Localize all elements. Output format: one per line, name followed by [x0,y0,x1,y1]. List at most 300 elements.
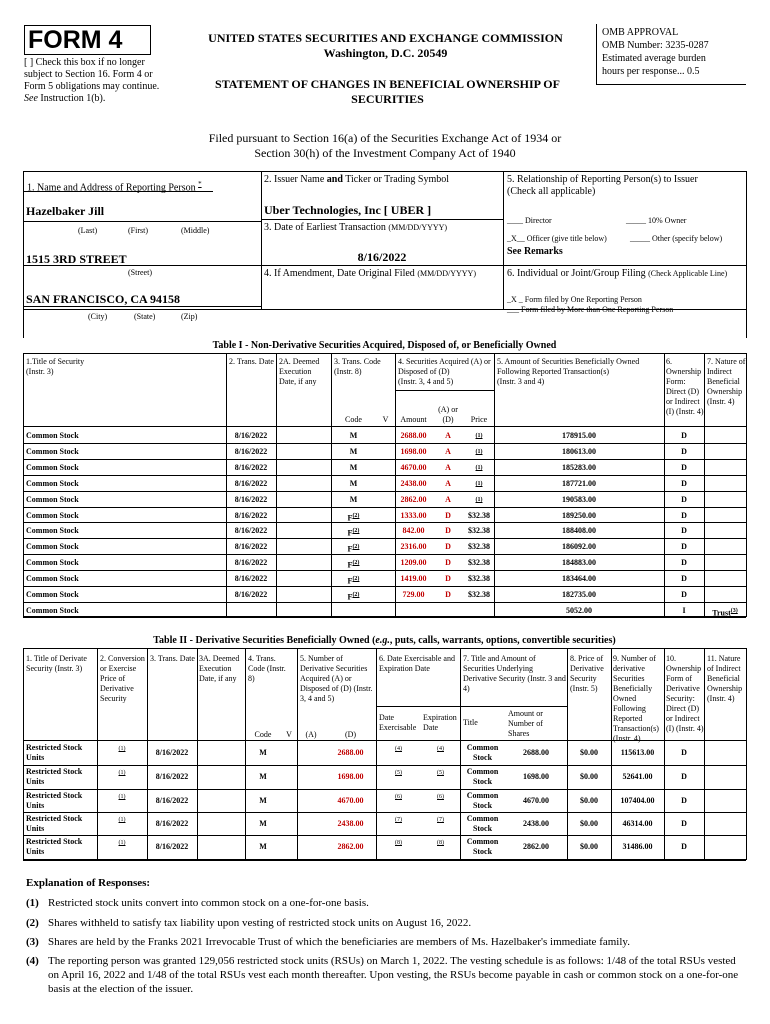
footnote-ref[interactable]: (3) [730,608,738,614]
t2-underlying-amount: 4670.00 [523,796,549,805]
box5-label [507,174,698,198]
t2-owned: 107404.00 [620,796,655,805]
table-row [23,443,746,444]
t2-underlying-title: Common Stock [466,814,499,833]
header-filed-line2: Section 30(h) of the Investment Company Act of 1940 [254,146,516,160]
t2-sub-expiration: Expiration Date [423,713,457,732]
t1-ad: A [445,463,451,472]
footnote-ref[interactable]: (2) [352,592,360,598]
t2-date: 8/16/2022 [155,748,189,757]
t1-amount: 729.00 [402,590,425,599]
footnote-ref[interactable]: (5) [395,770,402,776]
t2-owned: 52641.00 [622,772,653,781]
t2-h-date: 3. Trans. Date [150,654,195,663]
checkbox-note [24,57,174,105]
t2-underlying-title: Common Stock [466,767,499,786]
t1-title: Common Stock [26,606,79,615]
t2-d: 2688.00 [337,748,364,757]
t1-form: D [681,558,687,567]
header-checkbox-note-end: Instruction 1(b). [37,93,106,104]
table-row [23,507,746,508]
footnote-ref[interactable]: (1) [475,481,483,487]
t1-code: F$^{(2)}$ [347,592,360,602]
note-text: Shares withheld to satisfy tax liability upon vesting of restricted stock units on August 16, 2022. [48,917,472,929]
omb-approval: OMB APPROVAL [602,27,679,38]
t2-d: 1698.00 [337,772,364,781]
t2-underlying-amount: 1698.00 [523,772,549,781]
table-row [23,475,746,476]
t1-h-date: 2. Trans. Date [229,357,274,366]
box3-label: 3. Date of Earliest Transaction [264,222,389,233]
t1-h-acquired [398,357,493,387]
footnote-ref[interactable]: (2) [352,528,360,534]
t1-title: Common Stock [26,558,79,567]
t1-code: F$^{(2)}$ [347,513,360,523]
box2-label-post: Ticker or Trading Symbol [342,174,450,185]
t2-sub-d: (D) [344,730,357,739]
t2-h-form: 10. Ownership Form of Derivative Security: Direct (D) or Indirect (I) (Instr. 4) [666,654,704,733]
table-row [23,789,746,790]
t1-code: M [349,495,358,504]
footnote-ref[interactable]: (5) [437,770,444,776]
t1-price: $32.38 [468,526,490,535]
header-checkbox-note: [ ] Check this box if no longer subject to Section 16. Form 4 or Form 5 obligations may continue. [24,57,160,92]
box5-label: 5. Relationship of Reporting Person(s) to Issuer [507,174,698,185]
omb-burden: Estimated average burden [602,53,706,64]
t1-amount: 1209.00 [400,558,427,567]
t1-owned: 184883.00 [562,558,596,567]
t2-h-conversion: 2. Conversion or Exercise Price of Derivative Security [100,654,145,703]
t2-price: $0.00 [580,819,598,828]
t2-owned: 31486.00 [622,842,653,851]
t1-h-deemed: 2A. Deemed Execution Date, if any [279,357,320,386]
t1-code: M [349,479,358,488]
t1-sub-amount: Amount [400,415,427,424]
t2-underlying-amount: 2438.00 [523,819,549,828]
t2-conversion [97,792,147,805]
footnote-ref[interactable]: (1) [475,433,483,439]
footnote-ref[interactable]: (7) [395,817,402,823]
t1-owned: 178915.00 [562,431,596,440]
t1-amount: 2862.00 [400,495,427,504]
table1-title: Table I - Non-Derivative Securities Acquired, Disposed of, or Beneficially Owned [212,340,557,351]
t1-price: $32.38 [468,590,490,599]
footnote-ref[interactable]: (6) [437,794,444,800]
city-state-zip: SAN FRANCISCO, CA 94158 [26,292,181,306]
t2-code: M [259,772,267,781]
footnote-ref[interactable]: (7) [437,817,444,823]
label-street: (Street) [128,268,152,277]
table1-h5b: (Instr. 3 and 4) [497,377,545,386]
t2-conversion [97,744,147,757]
filing-option-multiple[interactable]: ___ Form filed by More than One Reporting Person [507,305,674,314]
t1-price: $32.38 [468,574,490,583]
t1-date: 8/16/2022 [234,463,268,472]
t1-ad: D [445,574,451,583]
t1-title: Common Stock [26,479,79,488]
t2-exercisable [376,744,421,757]
t2-title: Restricted Stock Units [26,814,83,833]
director-option[interactable]: ____ Director [507,216,552,225]
box6-label [507,268,727,280]
form-title-box [24,25,151,55]
table-row [23,554,746,555]
officer-title: See Remarks [507,246,563,257]
footnote-ref[interactable]: (2) [352,513,360,519]
t1-ad: A [445,495,451,504]
earliest-transaction-date: 8/16/2022 [357,250,407,264]
t2-h-title: 1. Title of Derivate Security (Instr. 3) [26,654,87,673]
label-state: (State) [134,312,156,321]
table1-h1: 1.Title of Security [26,357,85,366]
t1-owned: 189250.00 [562,511,596,520]
t1-ad: D [445,542,451,551]
box5-sub: (Check all applicable) [507,186,596,197]
t2-underlying-title: Common Stock [466,791,499,810]
t1-form: D [681,495,687,504]
t1-date: 8/16/2022 [234,479,268,488]
t1-amount: 2688.00 [400,431,427,440]
label-first: (First) [128,226,148,235]
footnote-ref[interactable]: (8) [437,840,444,846]
t1-price: $32.38 [468,542,490,551]
t1-ad: A [445,447,451,456]
t2-underlying-title: Common Stock [466,837,499,856]
footnote-ref[interactable]: (1) [118,794,126,800]
t2-price: $0.00 [580,842,598,851]
t2-d: 2862.00 [337,842,364,851]
t1-owned: 185283.00 [562,463,596,472]
t1-amount: 2316.00 [400,542,427,551]
t2-expiration [421,815,460,828]
table1-h3: 3. Trans. Code [334,357,381,366]
t2-exercisable [376,792,421,805]
t1-code: F$^{(2)}$ [347,576,360,586]
t1-date: 8/16/2022 [234,431,268,440]
explanation-title: Explanation of Responses: [26,877,151,889]
agency-location: Washington, D.C. 20549 [323,46,448,60]
t2-d: 2438.00 [337,819,364,828]
t2-title: Restricted Stock Units [26,767,83,786]
label-zip: (Zip) [181,312,198,321]
t1-amount: 1419.00 [400,574,427,583]
t1-form: D [681,431,687,440]
t1-form: D [681,463,687,472]
t1-ad: D [445,590,451,599]
t1-code: M [349,463,358,472]
reporting-person-name: Hazelbaker Jill [26,204,105,218]
footnote-ref[interactable]: (4) [395,746,402,752]
ten-pct-owner-option[interactable]: _____ 10% Owner [626,216,687,225]
t1-nature: Trust$^{(3)}$ [712,608,738,618]
t2-price: $0.00 [580,772,598,781]
t2-code: M [259,748,267,757]
table-row [23,812,746,813]
table1-h5: 5. Amount of Securities Beneficially Owned Following Reported Transaction(s) [497,357,640,376]
footnote-ref[interactable]: (2) [352,576,360,582]
t2-form: D [681,748,687,757]
box3-label-small: (MM/DD/YYYY) [388,223,448,232]
t2-conversion [97,815,147,828]
t1-sub-v: V [382,415,389,424]
t1-date: 8/16/2022 [234,495,268,504]
table1-h3b: (Instr. 8) [334,367,362,376]
note-number: (3) [26,936,39,948]
t1-owned: 188408.00 [562,526,596,535]
t1-date: 8/16/2022 [234,526,268,535]
box2-label-and: and [326,174,343,185]
table1-h4: 4. Securities Acquired (A) or Disposed of (D) [398,357,491,376]
officer-option[interactable]: _X__ Officer (give title below) [507,234,607,243]
t1-date: 8/16/2022 [234,558,268,567]
t2-h-exercisable: 6. Date Exercisable and Expiration Date [379,654,455,673]
t1-sub-price: Price [470,415,488,424]
t2-date: 8/16/2022 [155,796,189,805]
t1-h-nature: 7. Nature of Indirect Beneficial Ownership (Instr. 4) [707,357,746,406]
footnote-ref[interactable]: (6) [395,794,402,800]
note-text: The reporting person was granted 129,056 restricted stock units (RSUs) on March 1, 2022. The vesting schedule is as follows: 1/48 of the total RSUs vested on April 16, 2022 and 1/48 of the total RSUs vest each month thereafter. Upon vesting, the RSUs become payable in cash or common stock on a one-for-one basis at the election of the issuer. [48,955,739,995]
footnote-ref[interactable]: (1) [118,840,126,846]
label-middle: (Middle) [181,226,210,235]
table2-title-post: , puts, calls, warrants, options, convertible securities) [389,635,616,646]
t1-form: D [681,542,687,551]
t2-form: D [681,819,687,828]
table-row [23,859,746,860]
t2-sub-title: Title [463,718,478,727]
t2-h-code: 4. Trans. Code (Instr. 8) [248,654,286,683]
omb-number: OMB Number: 3235-0287 [602,40,709,51]
t2-form: D [681,772,687,781]
t1-date: 8/16/2022 [234,511,268,520]
street-value: 1515 3RD STREET [26,252,127,266]
table2-title [23,635,746,647]
t1-title: Common Stock [26,431,79,440]
t2-exercisable [376,838,421,851]
t1-title: Common Stock [26,526,79,535]
note-number: (2) [26,917,39,929]
t1-date: 8/16/2022 [234,590,268,599]
t1-ad: D [445,526,451,535]
t1-date: 8/16/2022 [234,542,268,551]
t1-price [464,431,494,444]
box6-label: 6. Individual or Joint/Group Filing [507,268,649,279]
t1-form: D [681,526,687,535]
t2-sub-v: V [286,730,292,739]
t1-title: Common Stock [26,447,79,456]
label-city: (City) [88,312,108,321]
t1-title: Common Stock [26,495,79,504]
t2-price: $0.00 [580,796,598,805]
label-last: (Last) [78,226,98,235]
footnote-ref[interactable]: (1) [118,770,126,776]
t2-h-number: 5. Number of Derivative Securities Acquired (A) or Disposed of (D) (Instr. 3, 4 and 5) [300,654,373,703]
t2-owned: 115613.00 [620,748,655,757]
box2-label [264,174,449,186]
t2-sub-a: (A) [305,730,317,739]
box3-label [264,222,447,234]
t1-code: F$^{(2)}$ [347,560,360,570]
t1-amount: 842.00 [402,526,425,535]
table1-h1b: (Instr. 3) [26,367,54,376]
footnote-ref[interactable]: (1) [118,746,126,752]
t1-ad: A [445,431,451,440]
footnote-ref[interactable]: (2) [352,544,360,550]
box1-label-ref: * [198,180,202,188]
t2-date: 8/16/2022 [155,772,189,781]
t2-form: D [681,842,687,851]
note-text: Shares are held by the Franks 2021 Irrevocable Trust of which the beneficiaries are members of Ms. Hazelbaker's immediate family. [48,936,630,948]
t1-price [464,495,494,508]
t2-underlying-amount: 2862.00 [523,842,549,851]
filing-option-one[interactable]: _X _ Form filed by One Reporting Person [507,295,642,304]
t1-title: Common Stock [26,511,79,520]
agency-name: UNITED STATES SECURITIES AND EXCHANGE COMMISSION [208,31,563,45]
t2-code: M [259,796,267,805]
t1-h-code [334,357,394,377]
footnote-ref[interactable]: (4) [437,746,444,752]
t1-ad: D [445,558,451,567]
table-row [23,602,746,603]
t2-date: 8/16/2022 [155,842,189,851]
t2-expiration [421,768,460,781]
header-filed-line1: Filed pursuant to Section 16(a) of the Securities Exchange Act of 1934 or [208,131,562,145]
t2-underlying-amount: 2688.00 [523,748,549,757]
table-row [23,491,746,492]
table-row [23,586,746,587]
t2-underlying-title: Common Stock [466,743,499,762]
t2-conversion [97,768,147,781]
t1-price [464,447,494,460]
t1-owned: 190583.00 [562,495,596,504]
t1-form: D [681,511,687,520]
t1-code: F$^{(2)}$ [347,528,360,538]
t2-expiration [421,744,460,757]
t2-h-nature: 11. Nature of Indirect Beneficial Ownership (Instr. 4) [707,654,743,703]
t2-title: Restricted Stock Units [26,743,83,762]
t1-ad: D [445,511,451,520]
form-title: FORM 4 [28,26,123,54]
t1-sub-code: Code [345,415,362,424]
t1-price: $32.38 [468,558,490,567]
t1-title: Common Stock [26,574,79,583]
omb-hours: hours per response... 0.5 [602,66,700,77]
t1-owned: 180613.00 [562,447,596,456]
box1-label: 1. Name and Address of Reporting Person [27,182,196,194]
t2-h-deemed: 3A. Deemed Execution Date, if any [199,654,240,683]
table-row [23,538,746,539]
t1-code: M [349,431,358,440]
t1-title: Common Stock [26,463,79,472]
t1-form: D [681,447,687,456]
note-text: Restricted stock units convert into common stock on a one-for-one basis. [48,897,369,909]
t1-price [464,479,494,492]
t1-owned: 187721.00 [562,479,596,488]
t1-date: 8/16/2022 [234,574,268,583]
box6-label-small: (Check Applicable Line) [648,269,728,278]
t1-price: $32.38 [468,511,490,520]
t1-amount: 4670.00 [400,463,427,472]
other-option[interactable]: _____ Other (specify below) [630,234,723,243]
t1-form: I [682,606,686,615]
t1-h-form: 6. Ownership Form: Direct (D) or Indirect (I) (Instr. 4) [666,357,704,416]
header-checkbox-note-italic: See [24,93,38,104]
box4-label: 4. If Amendment, Date Original Filed [264,268,418,279]
t1-owned: 182735.00 [562,590,596,599]
t1-amount: 1333.00 [400,511,427,520]
t2-code: M [259,819,267,828]
box2-label-pre: 2. Issuer Name [264,174,327,185]
statement-title: STATEMENT OF CHANGES IN BENEFICIAL OWNERSHIP OF SECURITIES [215,77,560,106]
t1-sub-ad: (A) or (D) [438,405,458,424]
issuer-name: Uber Technologies, Inc [ UBER ] [264,203,432,217]
table-row [23,459,746,460]
t2-sub-exercisable: Date Exercisable [379,713,417,732]
filed-pursuant [0,131,770,161]
t1-form: D [681,479,687,488]
t1-owned: 186092.00 [562,542,596,551]
t2-title: Restricted Stock Units [26,837,83,856]
footnote-ref[interactable]: (1) [475,465,483,471]
table-row [23,616,746,617]
table-row [23,570,746,571]
footnote-ref[interactable]: (1) [118,817,126,823]
footnote-ref[interactable]: (1) [475,497,483,503]
omb-box [602,26,747,78]
t1-code: F$^{(2)}$ [347,544,360,554]
t2-code: M [259,842,267,851]
t1-h-title [26,357,221,377]
t1-date: 8/16/2022 [234,447,268,456]
t1-h-owned [497,357,663,387]
note-number: (4) [26,955,39,967]
t2-h-owned: 9. Number of derivative Securities Beneficially Owned Following Reported Transaction(s) (Instr. 4) [613,654,659,743]
t2-title: Restricted Stock Units [26,791,83,810]
t1-amount: 2438.00 [400,479,427,488]
t2-date: 8/16/2022 [155,819,189,828]
t2-exercisable [376,768,421,781]
footnote-ref[interactable]: (8) [395,840,402,846]
t1-code: M [349,447,358,456]
table1-h4b: (Instr. 3, 4 and 5) [398,377,454,386]
t2-expiration [421,838,460,851]
footnote-ref[interactable]: (2) [352,560,360,566]
t1-form: D [681,590,687,599]
t2-conversion [97,838,147,851]
t1-title: Common Stock [26,542,79,551]
t2-owned: 46314.00 [622,819,653,828]
note-number: (1) [26,897,39,909]
box4-label-small: (MM/DD/YYYY) [417,269,476,278]
t2-sub-amount: Amount or Number of Shares [508,709,543,738]
t2-expiration [421,792,460,805]
table-row [23,765,746,766]
table-row [23,522,746,523]
t1-owned: 5052.00 [566,606,592,615]
table2-title-italic: e.g. [375,635,390,646]
footnote-ref[interactable]: (1) [475,449,483,455]
table-row [23,835,746,836]
box4-label [264,268,476,280]
t1-form: D [681,574,687,583]
t1-price [464,463,494,476]
t2-exercisable [376,815,421,828]
t2-price: $0.00 [580,748,598,757]
t2-h-price: 8. Price of Derivative Security (Instr. 5) [570,654,604,693]
t1-ad: A [445,479,451,488]
t2-h-underlying: 7. Title and Amount of Securities Underlying Derivative Security (Instr. 3 and 4) [463,654,566,693]
t2-sub-code: Code [254,730,272,739]
t2-d: 4670.00 [337,796,364,805]
